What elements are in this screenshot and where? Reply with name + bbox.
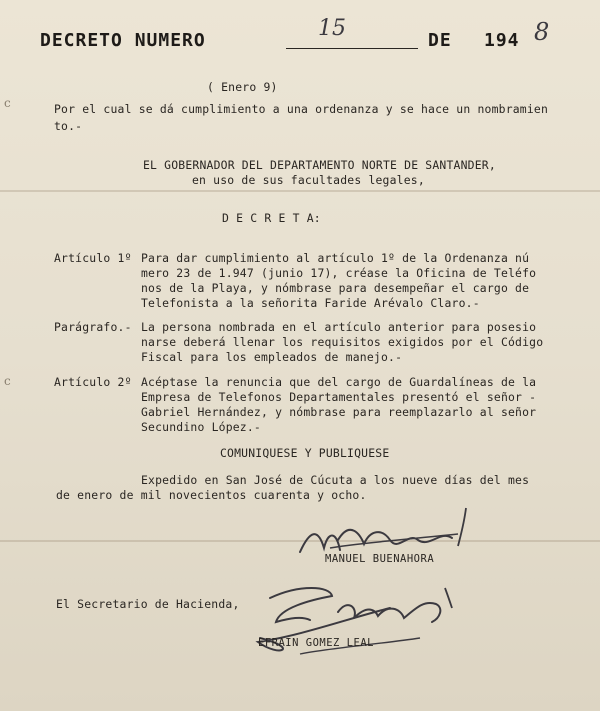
- decree-title: DECRETO NUMERO: [40, 30, 206, 51]
- article-1-line: Para dar cumplimiento al artículo 1º de la Ordenanza nú: [141, 251, 530, 265]
- number-underline: [286, 48, 418, 49]
- summary-line: Por el cual se dá cumplimiento a una ordenanza y se hace un nombramien: [54, 102, 549, 116]
- article-1-line: nos de la Playa, y nómbrase para desempeñar el cargo de: [141, 281, 530, 295]
- secretary-label: El Secretario de Hacienda,: [56, 597, 240, 611]
- summary-line: to.-: [54, 119, 83, 133]
- article-2-label: Artículo 2º: [54, 375, 132, 389]
- article-2-line: Secundino López.-: [141, 420, 261, 434]
- paragraph-line: La persona nombrada en el artículo anterior para posesio: [141, 320, 537, 334]
- authority-line: en uso de sus facultades legales,: [192, 173, 425, 187]
- paper-fold: [0, 190, 600, 192]
- paragraph-line: narse deberá llenar los requisitos exigidos por el Código: [141, 335, 544, 349]
- authority-line: EL GOBERNADOR DEL DEPARTAMENTO NORTE DE SANTANDER,: [143, 158, 496, 172]
- decree-date: ( Enero 9): [207, 80, 278, 94]
- article-1-label: Artículo 1º: [54, 251, 132, 265]
- article-2-line: Empresa de Telefonos Departamentales presentó el señor -: [141, 390, 537, 404]
- decreta-heading: D E C R E T A:: [222, 211, 321, 225]
- issued-line: Expedido en San José de Cúcuta a los nueve días del mes: [141, 473, 530, 487]
- closing-formula: COMUNIQUESE Y PUBLIQUESE: [220, 446, 390, 460]
- article-2-line: Gabriel Hernández, y nómbrase para reemplazarlo al señor: [141, 405, 537, 419]
- margin-mark: c: [4, 374, 11, 388]
- margin-mark: c: [4, 96, 11, 110]
- paragraph-label: Parágrafo.-: [54, 320, 132, 334]
- decree-year-printed: 194: [484, 30, 520, 51]
- decree-year-handwritten: 8: [534, 18, 550, 46]
- secretary-name: EFRAIN GOMEZ LEAL: [258, 637, 374, 649]
- article-1-line: Telefonista a la señorita Faride Arévalo Claro.-: [141, 296, 480, 310]
- decree-number: 15: [318, 16, 346, 41]
- paragraph-line: Fiscal para los empleados de manejo.-: [141, 350, 403, 364]
- secretary-signature: [240, 578, 480, 668]
- issued-line: de enero de mil novecientos cuarenta y ocho.: [56, 488, 367, 502]
- governor-name: MANUEL BUENAHORA: [325, 553, 435, 565]
- article-1-line: mero 23 de 1.947 (junio 17), créase la Oficina de Teléfo: [141, 266, 537, 280]
- decree-de-label: DE: [428, 30, 452, 51]
- article-2-line: Acéptase la renuncia que del cargo de Guardalíneas de la: [141, 375, 537, 389]
